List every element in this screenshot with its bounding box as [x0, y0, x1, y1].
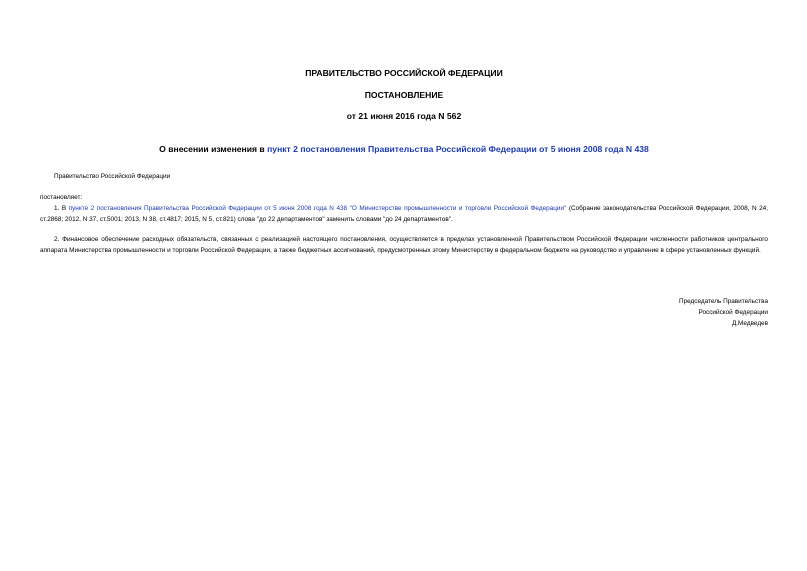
- document-type-heading: ПОСТАНОВЛЕНИЕ: [364, 90, 444, 100]
- document-title: [40, 144, 768, 155]
- signature-title-line1: Председатель Правительства: [679, 298, 768, 305]
- preamble: Правительство Российской Федерации: [54, 173, 171, 180]
- government-heading: ПРАВИТЕЛЬСТВО РОССИЙСКОЙ ФЕДЕРАЦИИ: [305, 68, 503, 78]
- document-page: [40, 0, 768, 571]
- paragraph-1-start: 1. В: [54, 205, 69, 212]
- paragraph-1-link[interactable]: пункте 2 постановления Правительства Российской Федерации от 5 июня 2008 года N 438 "О Министерстве промышленности и торговли Российской Федерации": [68, 205, 567, 212]
- signature-title-line2: Российской Федерации: [698, 309, 768, 316]
- paragraph-1-rest: (Собрание законодательства Российской Федерации, 2008, N 24, ст.2868; 2012, N 37, ст.5001; 2013, N 38, ст.4817; 2015, N 5, ст.821) слова "до 22 департаментов" заменить словами "до 24 департаментов".: [40, 205, 768, 223]
- decrees-word: постановляет:: [40, 194, 83, 201]
- title-link[interactable]: пункт 2 постановления Правительства Российской Федерации от 5 июня 2008 года N 438: [267, 144, 649, 154]
- document-date-number: от 21 июня 2016 года N 562: [346, 111, 462, 121]
- signature-name: Д.Медведев: [731, 320, 768, 327]
- paragraph-2: 2. Финансовое обеспечение расходных обязательств, связанных с реализацией настоящего постановления, осуществляется в пределах установленной Правительством Российской Федерации численности работников центрального аппарата Министерства промышленности и торговли Российской Федерации, а также бюджетных ассигнований, предусмотренных этому Министерству в федеральном бюджете на руководство и управление в сфере установленных функций.: [40, 236, 768, 254]
- title-prefix: О внесении изменения в: [159, 144, 268, 154]
- paragraph-1: [40, 204, 768, 225]
